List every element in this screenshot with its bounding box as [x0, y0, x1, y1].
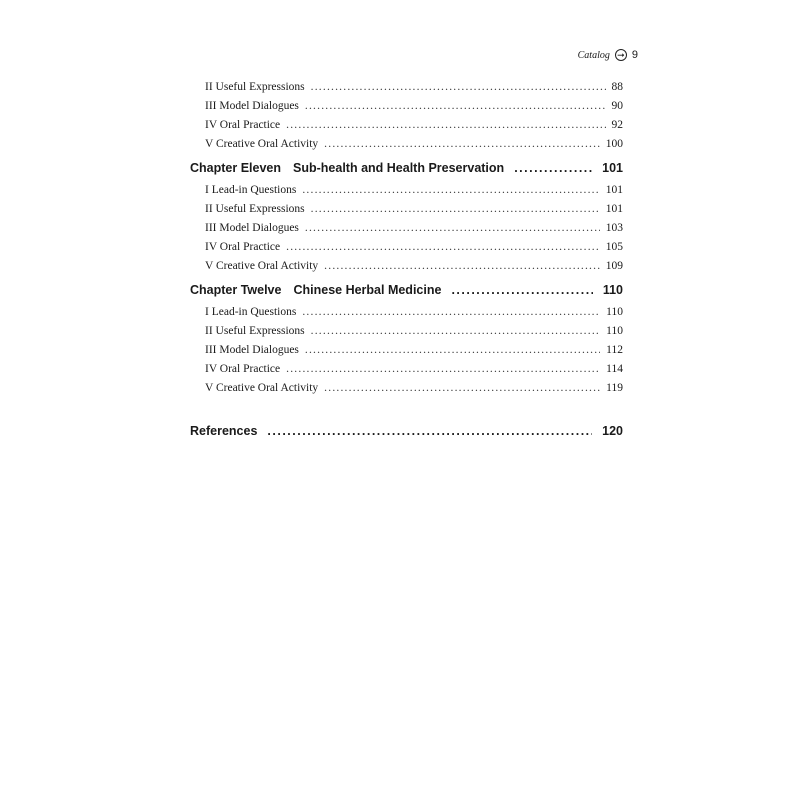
toc-entry-page: 114: [606, 363, 623, 375]
chapter-heading-label: [190, 160, 514, 176]
chapter-number: Chapter Twelve: [190, 283, 282, 297]
toc-entry-page: 110: [606, 325, 623, 337]
toc-entry-page: 92: [611, 119, 623, 131]
toc-entry-page: 105: [605, 241, 623, 253]
toc-entry[interactable]: [205, 259, 623, 273]
chapter-heading-label: [190, 282, 451, 298]
references-page: 120: [602, 424, 623, 438]
toc-entry-label: IV Oral Practice: [205, 241, 281, 253]
toc-entry-label: II Useful Expressions: [205, 325, 305, 337]
toc-entry[interactable]: [205, 324, 623, 338]
dot-leader: [305, 99, 606, 113]
chapter-title: Chinese Herbal Medicine: [293, 283, 442, 297]
toc-entry-page: 110: [606, 306, 623, 318]
toc-entry-label: I Lead-in Questions: [205, 306, 297, 318]
dot-leader: [267, 423, 592, 439]
dot-leader: [305, 343, 600, 357]
toc-entry-page: 103: [605, 222, 623, 234]
dot-leader: [311, 80, 606, 94]
toc-entry-label: IV Oral Practice: [205, 119, 281, 131]
dot-leader: [286, 240, 600, 254]
toc-entry-page: 109: [605, 260, 623, 272]
toc-entry-label: II Useful Expressions: [205, 203, 305, 215]
arrow-right-circle-icon: ➞: [615, 49, 627, 61]
toc-entry[interactable]: [205, 221, 623, 235]
toc-entry[interactable]: [205, 99, 623, 113]
dot-leader: [311, 202, 600, 216]
running-header: [578, 49, 638, 61]
toc-entry[interactable]: [205, 118, 623, 132]
dot-leader: [311, 324, 601, 338]
toc-entry-label: III Model Dialogues: [205, 344, 299, 356]
chapter-number: Chapter Eleven: [190, 161, 282, 175]
toc-entry-page: 119: [606, 382, 623, 394]
chapter-heading-twelve[interactable]: [190, 282, 623, 298]
toc-entry-label: III Model Dialogues: [205, 222, 299, 234]
dot-leader: [286, 118, 605, 132]
toc-entry[interactable]: [205, 381, 623, 395]
dot-leader: [514, 160, 592, 176]
dot-leader: [286, 362, 600, 376]
toc-entry-page: 101: [605, 203, 623, 215]
dot-leader: [302, 183, 599, 197]
toc-entry-label: V Creative Oral Activity: [205, 138, 319, 150]
toc-entry[interactable]: [205, 305, 623, 319]
toc-entry[interactable]: [205, 80, 623, 94]
dot-leader: [451, 282, 592, 298]
chapter-title: Sub-health and Health Preservation: [293, 161, 505, 175]
toc-entry[interactable]: [205, 343, 623, 357]
toc-entry-label: III Model Dialogues: [205, 100, 299, 112]
toc-entry-label: I Lead-in Questions: [205, 184, 297, 196]
toc-entry[interactable]: [205, 137, 623, 151]
toc-entry-page: 100: [605, 138, 623, 150]
dot-leader: [324, 259, 600, 273]
toc-entry[interactable]: [205, 240, 623, 254]
toc-entry-page: 101: [605, 184, 623, 196]
toc-entry[interactable]: [205, 202, 623, 216]
dot-leader: [305, 221, 600, 235]
toc-entry-label: V Creative Oral Activity: [205, 382, 319, 394]
toc-entry-label: II Useful Expressions: [205, 81, 305, 93]
chapter-page: 101: [602, 161, 623, 175]
references-heading[interactable]: [190, 423, 623, 439]
toc-entry-page: 90: [611, 100, 623, 112]
dot-leader: [324, 137, 600, 151]
chapter-heading-eleven[interactable]: [190, 160, 623, 176]
references-label: References: [190, 424, 258, 438]
header-title: Catalog: [577, 49, 610, 61]
toc-entry-page: 112: [606, 344, 623, 356]
toc-entry-label: IV Oral Practice: [205, 363, 281, 375]
toc-entry-page: 88: [611, 81, 623, 93]
header-page-number: 9: [631, 49, 638, 61]
chapter-page: 110: [602, 283, 623, 297]
toc-entry[interactable]: [205, 183, 623, 197]
toc-entry-label: V Creative Oral Activity: [205, 260, 319, 272]
dot-leader: [302, 305, 600, 319]
toc-entry[interactable]: [205, 362, 623, 376]
dot-leader: [324, 381, 600, 395]
